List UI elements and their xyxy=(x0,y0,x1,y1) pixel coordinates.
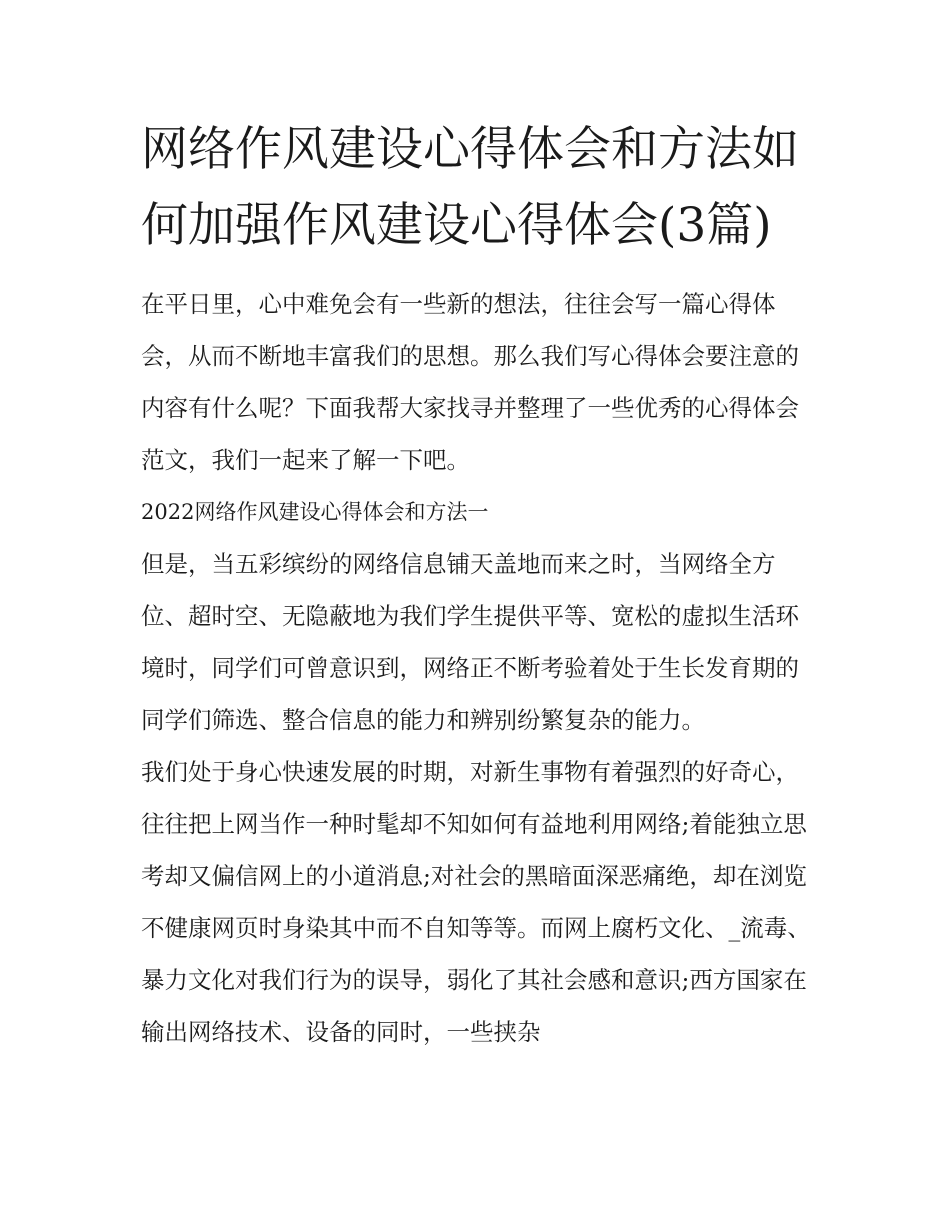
document-body xyxy=(141,112,813,1058)
intro-paragraph: 在平日里，心中难免会有一些新的想法，往往会写一篇心得体会，从而不断地丰富我们的思想。那么我们写心得体会要注意的内容有什么呢？下面我帮大家找寻并整理了一些优秀的心得体会范文，我们一起来了解一下吧。 xyxy=(141,290,799,474)
body-paragraph: 但是，当五彩缤纷的网络信息铺天盖地而来之时，当网络全方位、超时空、无隐蔽地为我们学生提供平等、宽松的虚拟生活环境时，同学们可曾意识到，网络正不断考验着处于生长发育期的同学们筛选、整合信息的能力和辨别纷繁复杂的能力。 xyxy=(141,550,799,734)
section-heading: 2022网络作风建设心得体会和方法一 xyxy=(141,500,489,524)
body-paragraph: 我们处于身心快速发展的时期，对新生事物有着强烈的好奇心，往往把上网当作一种时髦却不知如何有益地利用网络;着能独立思考却又偏信网上的小道消息;对社会的黑暗面深恶痛绝，却在浏览不健康网页时身染其中而不自知等等。而网上腐朽文化、_流毒、暴力文化对我们行为的误导，弱化了其社会感和意识;西方国家在输出网络技术、设备的同时，一些挟杂 xyxy=(141,758,811,1046)
document-title: 网络作风建设心得体会和方法如何加强作风建设心得体会(3篇) xyxy=(141,122,799,253)
